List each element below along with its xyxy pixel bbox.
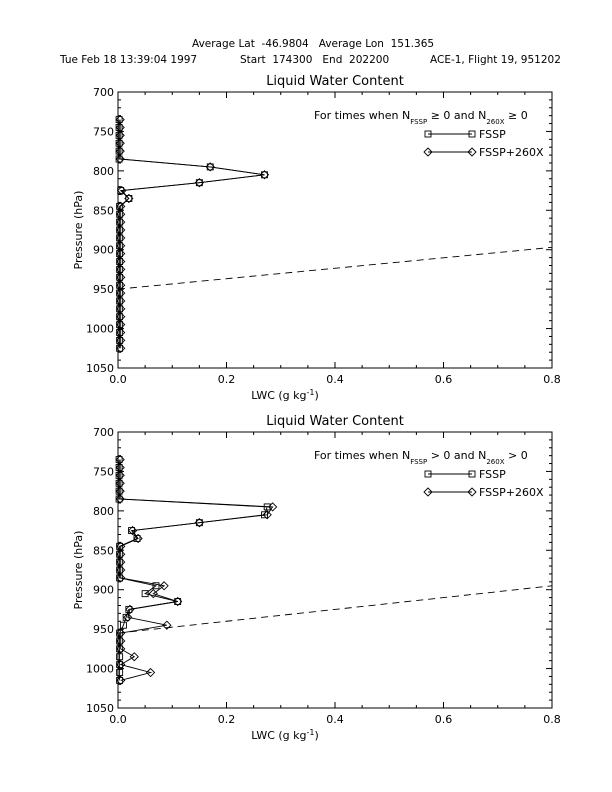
series-line-FSSP bbox=[119, 120, 264, 349]
x-tick-label: 0.8 bbox=[543, 373, 561, 386]
x-tick-label: 0.0 bbox=[109, 713, 127, 726]
dashed-reference-line bbox=[118, 586, 552, 633]
y-tick-label: 700 bbox=[93, 86, 114, 99]
x-tick-label: 0.2 bbox=[217, 373, 236, 386]
legend-label: FSSP bbox=[479, 128, 506, 141]
series-line-FSSP+260X bbox=[120, 120, 264, 349]
series-line-FSSP bbox=[119, 460, 267, 681]
y-tick-label: 900 bbox=[93, 583, 114, 597]
header-average-position: Average Lat -46.9804 Average Lon 151.365 bbox=[192, 38, 435, 50]
x-tick-label: 0.6 bbox=[434, 373, 453, 386]
chart-panel-2 bbox=[72, 414, 561, 742]
y-tick-label: 750 bbox=[93, 125, 114, 139]
x-tick-label: 0.8 bbox=[543, 713, 561, 726]
chart-annotation: For times when $N_{FSSP} > 0$ and $N_{260X} > 0$ bbox=[314, 449, 528, 466]
y-tick-label: 750 bbox=[93, 465, 114, 479]
x-tick-label: 0.2 bbox=[217, 713, 236, 726]
header-start-end: Start 174300 End 202200 bbox=[240, 54, 390, 66]
x-axis-label: LWC (g $kg^{-1}$) bbox=[251, 388, 319, 402]
x-tick-label: 0.4 bbox=[326, 713, 344, 726]
header-date: Tue Feb 18 13:39:04 1997 bbox=[60, 54, 198, 66]
y-axis-label: Pressure (hPa) bbox=[72, 530, 85, 610]
chart-panel-1 bbox=[72, 74, 561, 402]
x-tick-label: 0.4 bbox=[326, 373, 344, 386]
y-tick-label: 850 bbox=[93, 544, 114, 558]
chart-title: Liquid Water Content bbox=[266, 414, 404, 429]
y-tick-label: 850 bbox=[93, 204, 114, 218]
chart-title: Liquid Water Content bbox=[266, 74, 404, 89]
x-axis-label: LWC (g $kg^{-1}$) bbox=[251, 728, 319, 742]
y-tick-label: 800 bbox=[93, 164, 114, 178]
x-tick-label: 0.6 bbox=[434, 713, 453, 726]
y-tick-label: 800 bbox=[93, 504, 114, 518]
y-tick-label: 1000 bbox=[86, 322, 114, 336]
chart-annotation: For times when $N_{FSSP} \ge 0$ and $N_{260X} \ge 0$ bbox=[314, 109, 528, 126]
legend-label: FSSP bbox=[479, 468, 506, 481]
y-tick-label: 950 bbox=[93, 283, 114, 297]
series-line-FSSP+260X bbox=[120, 460, 272, 681]
y-tick-label: 1050 bbox=[86, 362, 114, 375]
y-tick-label: 700 bbox=[93, 426, 114, 439]
y-tick-label: 1000 bbox=[86, 662, 114, 676]
y-axis-label: Pressure (hPa) bbox=[72, 190, 85, 270]
dashed-reference-line bbox=[118, 247, 552, 289]
y-tick-label: 1050 bbox=[86, 702, 114, 715]
legend-label: FSSP+260X bbox=[479, 486, 544, 499]
y-tick-label: 900 bbox=[93, 243, 114, 257]
x-tick-label: 0.0 bbox=[109, 373, 127, 386]
y-tick-label: 950 bbox=[93, 623, 114, 637]
header-flight: ACE-1, Flight 19, 951202 bbox=[430, 54, 561, 66]
legend-label: FSSP+260X bbox=[479, 146, 544, 159]
